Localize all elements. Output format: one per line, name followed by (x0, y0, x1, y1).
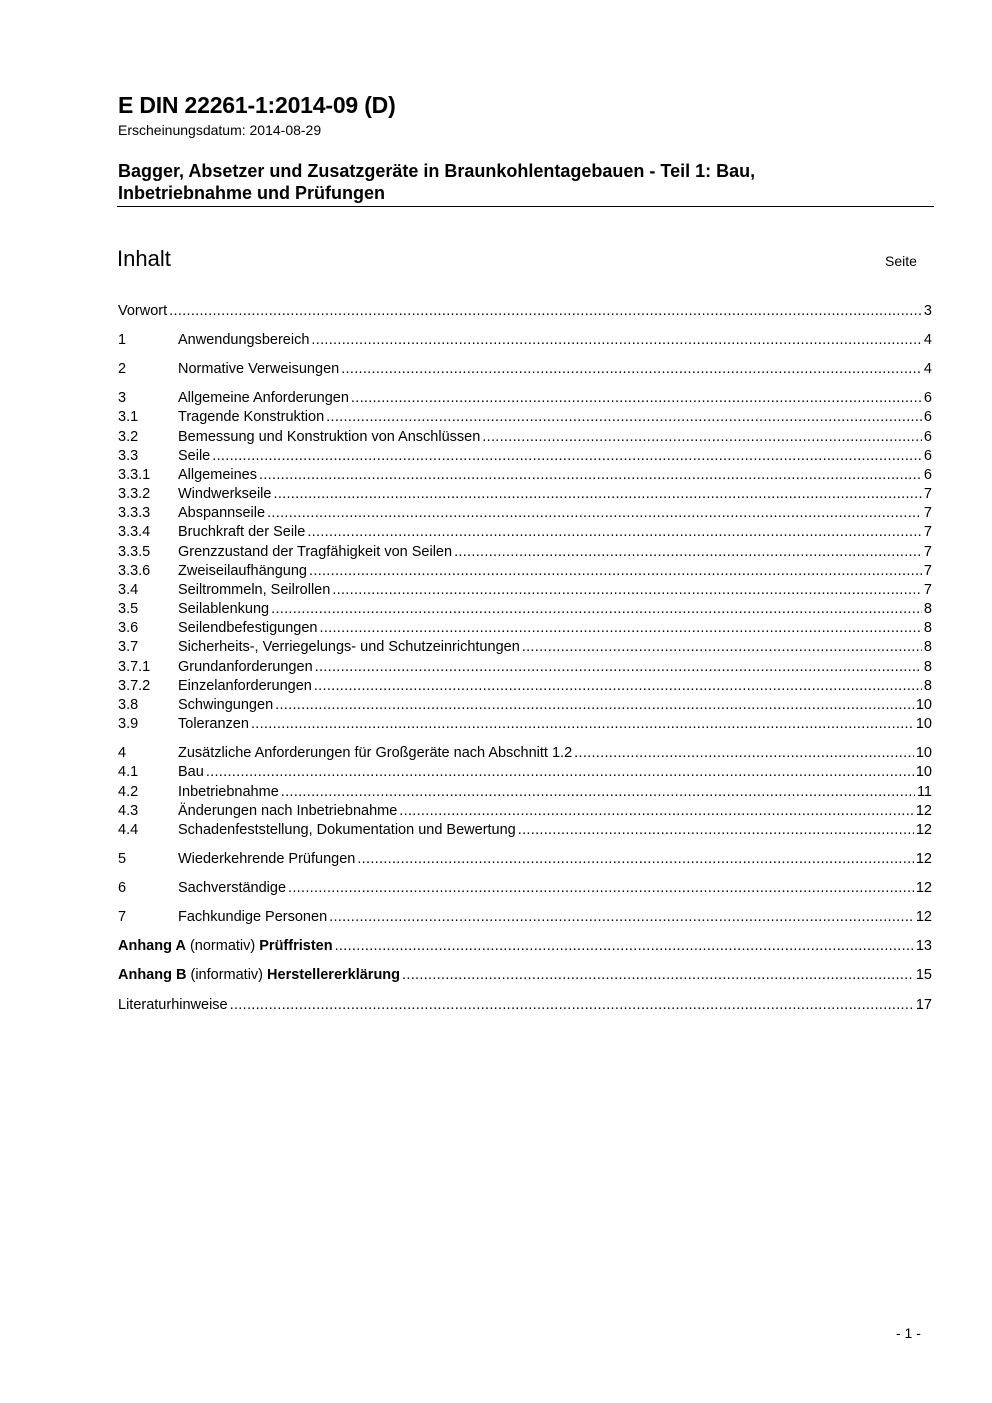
footer-page-number: - 1 - (896, 1325, 921, 1341)
toc-entry-title: Wiederkehrende Prüfungen (178, 851, 356, 867)
toc-entry-title: Abspannseile (178, 505, 266, 521)
toc-entry[interactable] (118, 447, 932, 466)
toc-entry[interactable] (118, 619, 932, 638)
toc-entry-title: Zweiseilaufhängung (178, 563, 307, 579)
toc-entry-number: 3.2 (118, 429, 139, 445)
toc-dot-leader (251, 715, 914, 734)
toc-dot-leader (351, 389, 922, 408)
toc-entry[interactable] (118, 879, 932, 898)
toc-entry-title (118, 966, 400, 985)
annex-label: Anhang B (118, 967, 187, 983)
toc-entry[interactable] (118, 996, 932, 1015)
toc-entry-page: 7 (923, 505, 932, 521)
toc-dot-leader (307, 523, 922, 542)
toc-entry-page: 6 (923, 467, 932, 483)
toc-entry-page: 8 (923, 659, 932, 675)
toc-entry[interactable] (118, 485, 932, 504)
toc-entry[interactable] (118, 783, 932, 802)
toc-entry[interactable] (118, 821, 932, 840)
toc-entry-page: 6 (923, 429, 932, 445)
toc-entry-page: 6 (923, 390, 932, 406)
toc-entry-page: 12 (915, 803, 932, 819)
toc-entry-title: Bemessung und Konstruktion von Anschlüssen (178, 429, 481, 445)
toc-entry[interactable] (118, 638, 932, 657)
toc-dot-leader (309, 562, 922, 581)
annex-type-note: (normativ) (189, 938, 256, 954)
toc-entry-page: 4 (923, 332, 932, 348)
toc-dot-leader (212, 447, 922, 466)
toc-entry-page: 10 (915, 697, 932, 713)
toc-entry-title: Schadenfeststellung, Dokumentation und Bewertung (178, 822, 516, 838)
toc-entry[interactable] (118, 600, 932, 619)
toc-entry-number: 7 (118, 909, 127, 925)
toc-entry-page: 6 (923, 409, 932, 425)
toc-dot-leader (169, 302, 922, 321)
toc-entry-number: 5 (118, 851, 127, 867)
toc-entry[interactable] (118, 302, 932, 321)
toc-dot-leader (574, 744, 914, 763)
toc-dot-leader (315, 658, 922, 677)
toc-entry-title: Bau (178, 764, 204, 780)
toc-dot-leader (311, 331, 922, 350)
toc-dot-leader (326, 408, 922, 427)
toc-entry-page: 7 (923, 544, 932, 560)
toc-entry[interactable] (118, 744, 932, 763)
toc-entry-title: Schwingungen (178, 697, 274, 713)
toc-entry-number: 3.3.5 (118, 544, 151, 560)
toc-entry-title: Bruchkraft der Seile (178, 524, 306, 540)
toc-entry-page: 10 (915, 745, 932, 761)
toc-entry-number: 3.7.1 (118, 659, 151, 675)
toc-entry-number: 3 (118, 390, 127, 406)
toc-entry-page: 8 (923, 639, 932, 655)
toc-entry-number: 4.2 (118, 784, 139, 800)
toc-entry[interactable] (118, 715, 932, 734)
toc-dot-leader (329, 908, 914, 927)
toc-dot-leader (206, 763, 914, 782)
toc-entry-number: 3.3.4 (118, 524, 151, 540)
table-of-contents (118, 0, 932, 1100)
toc-entry[interactable] (118, 966, 932, 985)
toc-entry-title: Zusätzliche Anforderungen für Großgeräte nach Abschnitt 1.2 (178, 745, 573, 761)
toc-entry-number: 3.3.6 (118, 563, 151, 579)
toc-entry-number: 3.4 (118, 582, 139, 598)
toc-entry[interactable] (118, 428, 932, 447)
toc-entry[interactable] (118, 937, 932, 956)
toc-entry-number: 3.3.3 (118, 505, 151, 521)
toc-entry-page: 7 (923, 563, 932, 579)
toc-dot-leader (271, 600, 922, 619)
toc-entry[interactable] (118, 763, 932, 782)
toc-entry-title: Literaturhinweise (118, 997, 228, 1013)
toc-entry-page: 8 (923, 601, 932, 617)
toc-entry-title: Allgemeines (178, 467, 257, 483)
toc-entry-title: Änderungen nach Inbetriebnahme (178, 803, 398, 819)
toc-entry[interactable] (118, 658, 932, 677)
toc-entry-page: 4 (923, 361, 932, 377)
toc-entry-title: Seile (178, 448, 211, 464)
toc-entry[interactable] (118, 802, 932, 821)
toc-entry-number: 3.5 (118, 601, 139, 617)
toc-entry-page: 10 (915, 764, 932, 780)
annex-title: Prüffristen (259, 938, 333, 954)
toc-heading: Inhalt (117, 246, 171, 271)
toc-entry-title: Sachverständige (178, 880, 287, 896)
toc-entry-title: Inbetriebnahme (178, 784, 279, 800)
toc-entry[interactable] (118, 677, 932, 696)
toc-entry-number: 4.3 (118, 803, 139, 819)
toc-entry-page: 7 (923, 486, 932, 502)
toc-entry-title: Fachkundige Personen (178, 909, 328, 925)
toc-dot-leader (482, 428, 922, 447)
toc-entry-number: 3.3.2 (118, 486, 151, 502)
toc-entry-number: 3.3 (118, 448, 139, 464)
toc-entry[interactable] (118, 408, 932, 427)
toc-entry[interactable] (118, 696, 932, 715)
toc-entry-number: 2 (118, 361, 127, 377)
toc-entry-page: 3 (923, 303, 932, 319)
toc-dot-leader (332, 581, 922, 600)
toc-entry-page: 12 (915, 880, 932, 896)
toc-entry[interactable] (118, 389, 932, 408)
toc-entry-page: 11 (916, 784, 932, 800)
toc-entry-page: 12 (915, 909, 932, 925)
toc-dot-leader (281, 783, 915, 802)
toc-entry-title: Toleranzen (178, 716, 249, 732)
toc-entry-title: Grundanforderungen (178, 659, 313, 675)
toc-entry[interactable] (118, 466, 932, 485)
toc-dot-leader (402, 966, 914, 985)
toc-entry-number: 3.1 (118, 409, 139, 425)
toc-dot-leader (341, 360, 922, 379)
toc-entry-number: 6 (118, 880, 127, 896)
toc-dot-leader (273, 485, 921, 504)
toc-entry-page: 10 (915, 716, 932, 732)
toc-entry-title: Sicherheits-, Verriegelungs- und Schutzeinrichtungen (178, 639, 520, 655)
toc-entry-page: 15 (915, 967, 932, 983)
toc-entry-page: 17 (915, 997, 932, 1013)
toc-dot-leader (275, 696, 914, 715)
toc-entry[interactable] (118, 908, 932, 927)
toc-entry-title: Vorwort (118, 303, 168, 319)
annex-title: Herstellererklärung (267, 967, 401, 983)
toc-entry[interactable] (118, 504, 932, 523)
toc-entry-title: Allgemeine Anforderungen (178, 390, 349, 406)
toc-dot-leader (259, 466, 922, 485)
toc-entry-title: Anwendungsbereich (178, 332, 310, 348)
toc-entry-title: Seiltrommeln, Seilrollen (178, 582, 331, 598)
toc-entry-number: 4.4 (118, 822, 139, 838)
toc-entry[interactable] (118, 523, 932, 542)
document-title: Bagger, Absetzer und Zusatzgeräte in Braunkohlentagebauen - Teil 1: Bau, Inbetriebnahme und Prüfungen (118, 161, 756, 203)
toc-entry-page: 8 (923, 678, 932, 694)
toc-entry-title: Seilendbefestigungen (178, 620, 318, 636)
toc-entry-page: 12 (915, 822, 932, 838)
toc-entry-number: 3.3.1 (118, 467, 151, 483)
toc-entry-page: 7 (923, 524, 932, 540)
toc-entry[interactable] (118, 360, 932, 379)
toc-entry-title: Tragende Konstruktion (178, 409, 325, 425)
toc-entry-number: 3.7 (118, 639, 139, 655)
toc-entry-title: Seilablenkung (178, 601, 270, 617)
toc-entry-page: 8 (923, 620, 932, 636)
toc-entry-title: Normative Verweisungen (178, 361, 340, 377)
toc-entry-number: 3.7.2 (118, 678, 151, 694)
toc-dot-leader (454, 543, 922, 562)
toc-entry-title (118, 937, 333, 956)
toc-entry[interactable] (118, 331, 932, 350)
toc-entry[interactable] (118, 850, 932, 869)
toc-dot-leader (267, 504, 922, 523)
toc-entry-page: 13 (915, 938, 932, 954)
toc-dot-leader (357, 850, 914, 869)
toc-dot-leader (230, 996, 914, 1015)
toc-dot-leader (319, 619, 921, 638)
toc-entry-number: 1 (118, 332, 127, 348)
toc-entry-number: 3.9 (118, 716, 139, 732)
annex-type-note: (informativ) (190, 967, 264, 983)
toc-entry[interactable] (118, 543, 932, 562)
toc-dot-leader (335, 937, 914, 956)
toc-entry[interactable] (118, 562, 932, 581)
document-id: E DIN 22261-1:2014-09 (D) (118, 92, 396, 118)
toc-entry[interactable] (118, 581, 932, 600)
toc-page-label: Seite (885, 253, 917, 269)
toc-entry-number: 3.6 (118, 620, 139, 636)
toc-entry-number: 3.8 (118, 697, 139, 713)
toc-entry-page: 6 (923, 448, 932, 464)
toc-entry-number: 4.1 (118, 764, 139, 780)
toc-entry-title: Windwerkseile (178, 486, 272, 502)
publication-date: Erscheinungsdatum: 2014-08-29 (118, 122, 322, 138)
toc-dot-leader (522, 638, 922, 657)
toc-entry-page: 7 (923, 582, 932, 598)
toc-dot-leader (518, 821, 914, 840)
toc-entry-number: 4 (118, 745, 127, 761)
toc-dot-leader (288, 879, 914, 898)
toc-entry-page: 12 (915, 851, 932, 867)
toc-dot-leader (399, 802, 914, 821)
toc-entry-title: Einzelanforderungen (178, 678, 312, 694)
annex-label: Anhang A (118, 938, 186, 954)
toc-dot-leader (314, 677, 922, 696)
toc-entry-title: Grenzzustand der Tragfähigkeit von Seilen (178, 544, 453, 560)
